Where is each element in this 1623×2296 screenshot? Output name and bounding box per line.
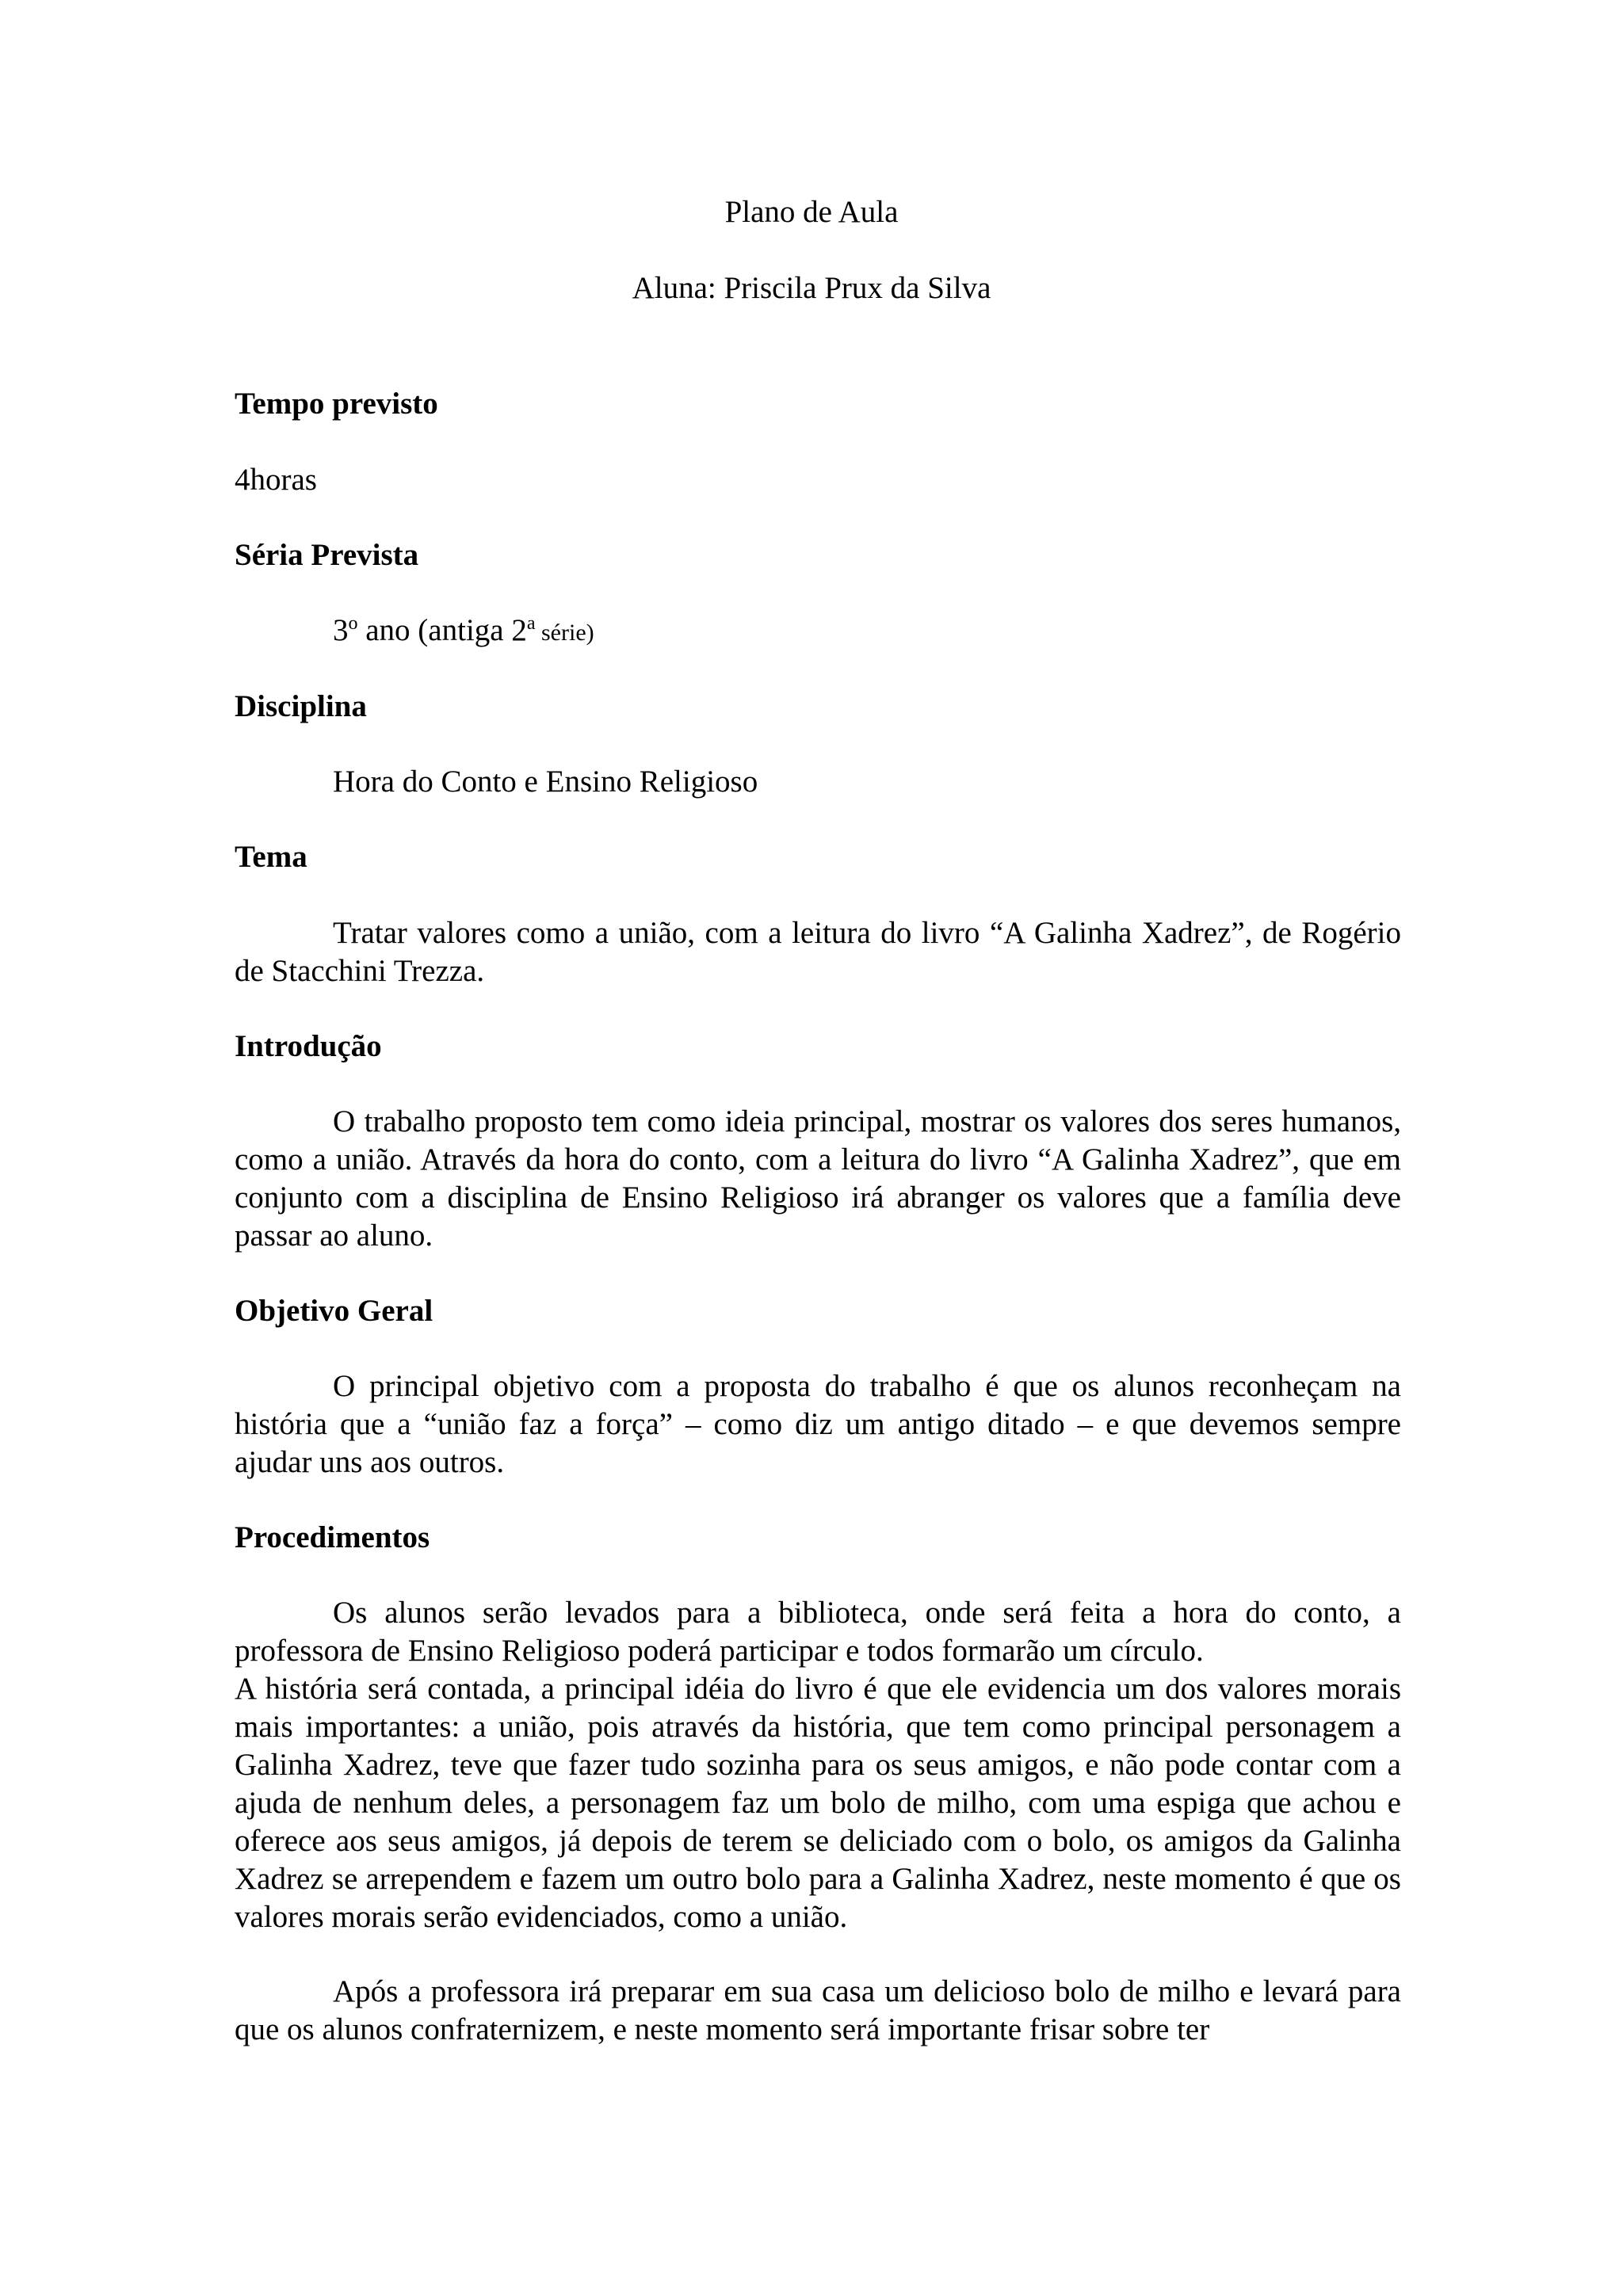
- tema-text: Tratar valores como a união, com a leitura do livro “A Galinha Xadrez”, de Rogério de Stacchini Trezza.: [235, 916, 1401, 988]
- heading-tema: Tema: [235, 840, 307, 874]
- heading-serie-prevista: Séria Prevista: [235, 538, 419, 572]
- serie-text: ano (antiga 2: [357, 613, 527, 647]
- tempo-previsto-value: 4horas: [235, 463, 317, 497]
- procedimentos-paragraph-1: Os alunos serão levados para a biblioteca, onde será feita a hora do conto, a professora de Ensino Religioso poderá participar e todos formarão um círculo.: [235, 1596, 1401, 1668]
- objetivo-geral-text: O principal objetivo com a proposta do trabalho é que os alunos reconheçam na história que a “união faz a força” – como diz um antigo ditado – e que devemos sempre ajudar uns aos outros.: [235, 1369, 1401, 1479]
- procedimentos-paragraph-2: A história será contada, a principal idéia do livro é que ele evidencia um dos valores morais mais importantes: a união, pois através da história, que tem como principal personagem a Galinha Xadrez, teve que fazer tudo sozinha para os seus amigos, e não pode contar com a ajuda de nenhum deles, a personagem faz um bolo de milho, com uma espiga que achou e oferece aos seus amigos, já depois de terem se deliciado com o bolo, os amigos da Galinha Xadrez se arrependem e fazem um outro bolo para a Galinha Xadrez, neste momento é que os valores morais serão evidenciados, como a união.: [235, 1672, 1401, 1934]
- student-name: Aluna: Priscila Prux da Silva: [632, 271, 991, 305]
- ordinal-o: o: [348, 613, 358, 634]
- introducao-text: O trabalho proposto tem como ideia principal, mostrar os valores dos seres humanos, como a união. Através da hora do conto, com a leitura do livro “A Galinha Xadrez”, que em conjunto com a disciplina de Ensino Religioso irá abranger os valores que a família deve passar ao aluno.: [235, 1104, 1401, 1253]
- disciplina-value: Hora do Conto e Ensino Religioso: [333, 765, 758, 799]
- serie-prevista-value: [235, 612, 1401, 652]
- heading-objetivo-geral: Objetivo Geral: [235, 1294, 433, 1328]
- heading-tempo-previsto: Tempo previsto: [235, 387, 438, 421]
- ordinal-a: a: [526, 613, 536, 634]
- heading-disciplina: Disciplina: [235, 689, 367, 723]
- heading-procedimentos: Procedimentos: [235, 1520, 430, 1554]
- serie-suffix: série): [535, 620, 594, 646]
- heading-introducao: Introdução: [235, 1029, 382, 1063]
- document-title: Plano de Aula: [724, 195, 899, 229]
- procedimentos-paragraph-3: Após a professora irá preparar em sua casa um delicioso bolo de milho e levará para que os alunos confraternizem, e neste momento será importante frisar sobre ter: [235, 1974, 1401, 2046]
- serie-number: 3: [333, 613, 349, 647]
